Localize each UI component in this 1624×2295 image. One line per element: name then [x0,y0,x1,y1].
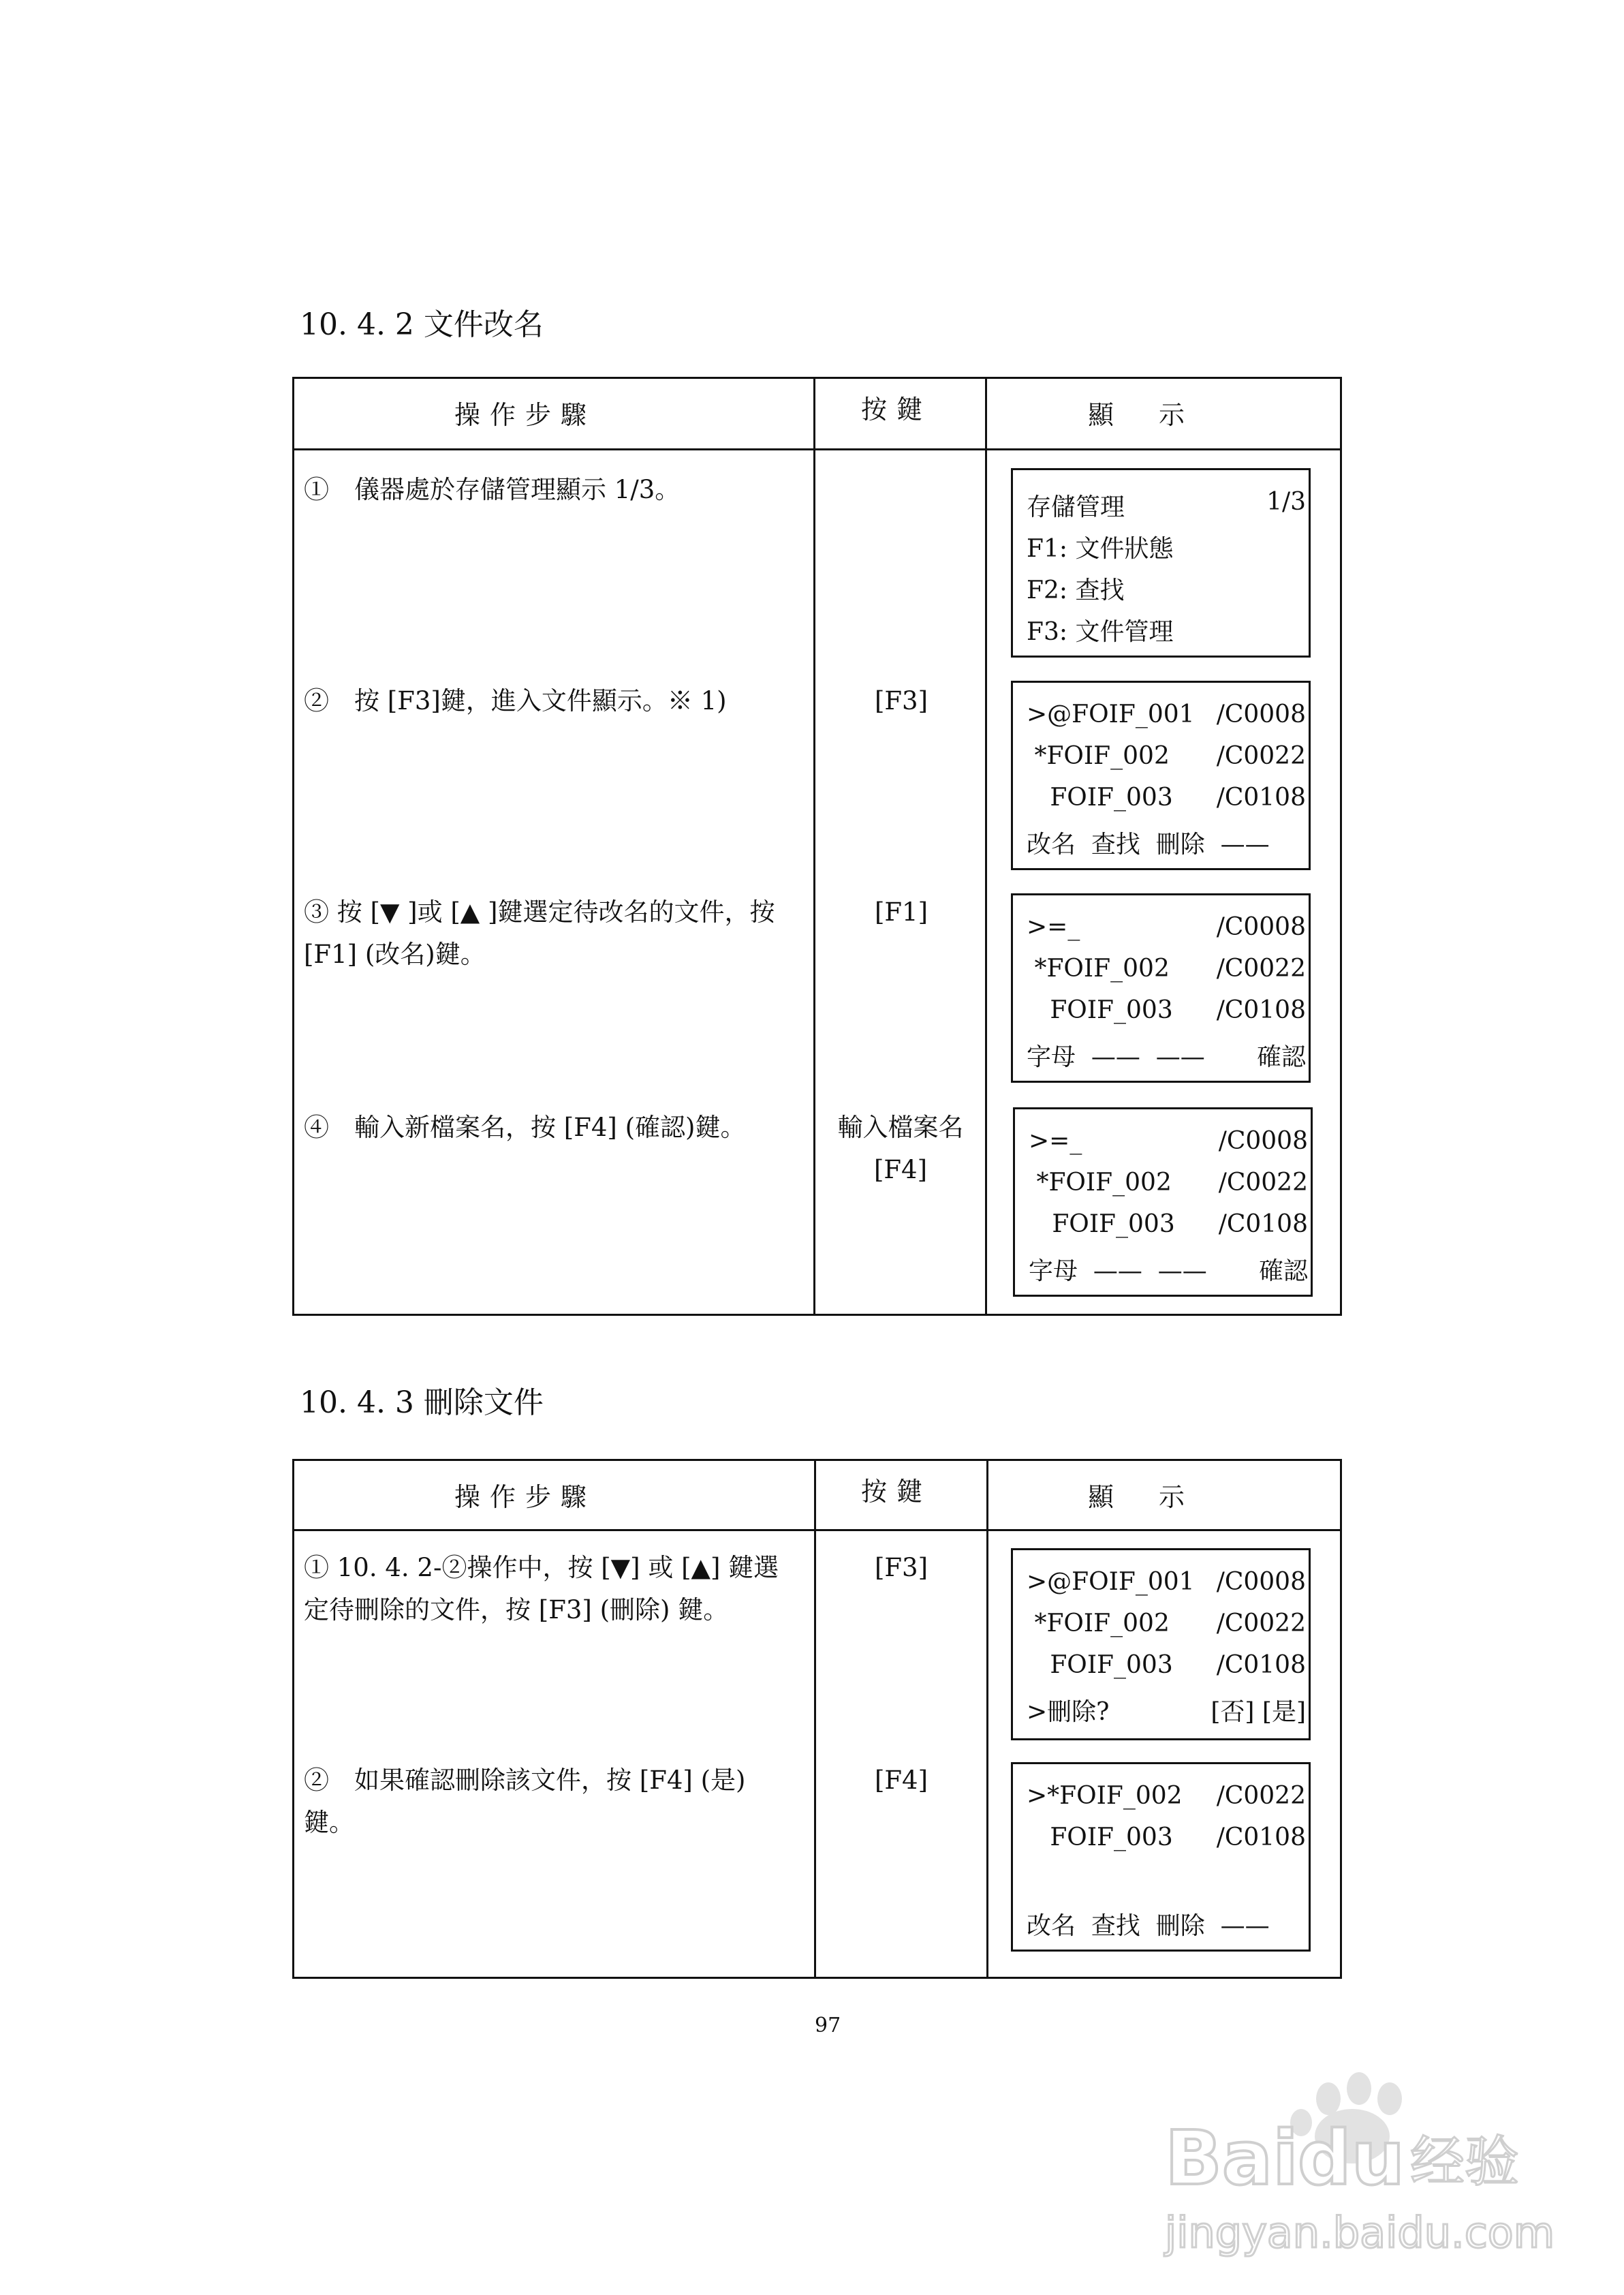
screen-line [1027,1782,1306,1816]
column-divider [986,1461,988,1977]
svg-text:jingyan.baidu.com: jingyan.baidu.com [1165,2208,1553,2258]
screen-line [1027,742,1306,776]
screen-line [1027,1865,1306,1899]
screen-line-right: [否] [是] [1211,1698,1306,1726]
display-screen [1013,1107,1313,1297]
screen-line-right: /C0022 [1216,1782,1306,1810]
screen-line-left: *FOIF_002 [1029,1169,1172,1197]
screen-line-left: >*FOIF_002 [1027,1782,1183,1810]
screen-line-left: FOIF_003 [1029,1210,1175,1238]
screen-line-left: 存儲管理 [1027,493,1125,521]
column-divider [814,1461,816,1977]
screen-line-left: >@FOIF_001 [1027,700,1195,728]
screen-line-right: /C0022 [1216,742,1306,770]
screen-line [1027,1693,1306,1727]
step-text: ④ 輸入新檔案名，按 [F4] (確認)鍵。 [304,1113,746,1142]
header-display: 顯 示 [1088,1482,1195,1512]
screen-line-right: /C0008 [1216,1568,1306,1596]
paw-logo-icon [1158,2065,1553,2269]
screen-line-left: 字母 —— —— [1029,1257,1207,1285]
screen-line-right: /C0022 [1216,1609,1306,1637]
screen-line-right: 確認 [1258,1257,1308,1285]
screen-line-left: >刪除? [1027,1698,1110,1726]
screen-line-right: /C0108 [1216,996,1306,1024]
key-label: [F1] [874,897,928,927]
screen-line-right: /C0022 [1216,955,1306,983]
screen-line-right: /C0008 [1216,913,1306,941]
column-divider [813,379,815,1314]
screen-line-left: 字母 —— —— [1027,1043,1205,1071]
display-screen [1011,893,1311,1083]
baidu-watermark [1158,2065,1553,2269]
header-divider [294,1529,1340,1531]
screen-line-left: FOIF_003 [1027,1823,1173,1851]
header-steps: 操作步驟 [454,400,597,430]
screen-line-left: F1: 文件狀態 [1027,535,1174,563]
screen-line-left: *FOIF_002 [1027,742,1170,770]
step-text: ② 如果確認刪除該文件，按 [F4] (是) 鍵。 [304,1766,746,1837]
display-screen [1011,681,1311,870]
screen-line [1027,955,1306,989]
screen-line-right: 確認 [1256,1043,1306,1071]
screen-line [1029,1127,1308,1161]
column-divider [985,379,987,1314]
step-text: ② 按 [F3]鍵，進入文件顯示。※ 1) [304,686,727,715]
page-number: 97 [815,2014,841,2037]
screen-line [1027,1568,1306,1602]
step-text: ① 10. 4. 2-②操作中，按 [▼] 或 [▲] 鍵選定待刪除的文件，按 [F3] (刪除) 鍵。 [304,1553,779,1624]
screen-line-left: >=_ [1029,1127,1082,1155]
display-screen [1011,468,1311,658]
screen-line-right: 1/3 [1266,488,1306,516]
screen-line [1027,571,1306,605]
screen-line [1027,825,1306,859]
screen-line [1027,996,1306,1030]
rename-table [292,377,1342,1316]
screen-line-right: /C0108 [1216,784,1306,812]
screen-line [1027,1907,1306,1941]
svg-text:经验: 经验 [1410,2130,1519,2193]
screen-line [1029,1169,1308,1203]
header-keys: 按鍵 [861,395,933,425]
key-label: 輸入檔案名 [F4] [837,1113,964,1184]
screen-line-left: >@FOIF_001 [1027,1568,1195,1596]
screen-line-left: FOIF_003 [1027,996,1173,1024]
screen-line [1027,784,1306,818]
step-text: ③ 按 [▼ ]或 [▲ ]鍵選定待改名的文件，按 [F1] (改名)鍵。 [304,897,775,969]
screen-line [1027,1651,1306,1685]
screen-line [1027,913,1306,947]
step-text: ① 儀器處於存儲管理顯示 1/3。 [304,475,681,504]
screen-line [1027,1823,1306,1858]
screen-line-right: /C0108 [1216,1823,1306,1851]
display-screen [1011,1762,1311,1952]
screen-line-left: 改名 查找 刪除 —— [1027,1912,1270,1940]
header-steps: 操作步驟 [454,1482,597,1512]
section-title-delete: 10. 4. 3 刪除文件 [300,1385,544,1420]
display-screen [1011,1548,1311,1740]
screen-line-right: /C0008 [1218,1127,1308,1155]
screen-line-left: 改名 查找 刪除 —— [1027,831,1270,859]
screen-line [1027,529,1306,564]
header-keys: 按鍵 [861,1477,933,1507]
key-label: [F3] [874,1553,928,1582]
header-divider [294,448,1340,450]
screen-line [1027,1038,1306,1072]
screen-line-right: /C0108 [1216,1651,1306,1679]
screen-line-left: >=_ [1027,913,1080,941]
screen-line [1027,488,1306,522]
key-label: [F4] [874,1766,928,1795]
screen-line [1027,700,1306,735]
svg-text:Bai: Bai [1165,2114,1298,2202]
svg-text:du: du [1298,2114,1405,2202]
header-display: 顯 示 [1088,400,1195,430]
screen-line-left: *FOIF_002 [1027,1609,1170,1637]
screen-line [1027,613,1306,647]
delete-table [292,1459,1342,1979]
screen-line [1027,1609,1306,1644]
screen-line-left: F3: 文件管理 [1027,618,1174,646]
screen-line-left: *FOIF_002 [1027,955,1170,983]
screen-line [1029,1210,1308,1244]
screen-line-right: /C0008 [1216,700,1306,728]
screen-line-left: FOIF_003 [1027,1651,1173,1679]
screen-line-left: F2: 查找 [1027,576,1125,604]
key-label: [F3] [874,686,928,715]
screen-line-right: /C0108 [1218,1210,1308,1238]
section-title-rename: 10. 4. 2 文件改名 [300,307,544,342]
screen-line-right: /C0022 [1218,1169,1308,1197]
screen-line [1029,1252,1308,1286]
screen-line-left: FOIF_003 [1027,784,1173,812]
